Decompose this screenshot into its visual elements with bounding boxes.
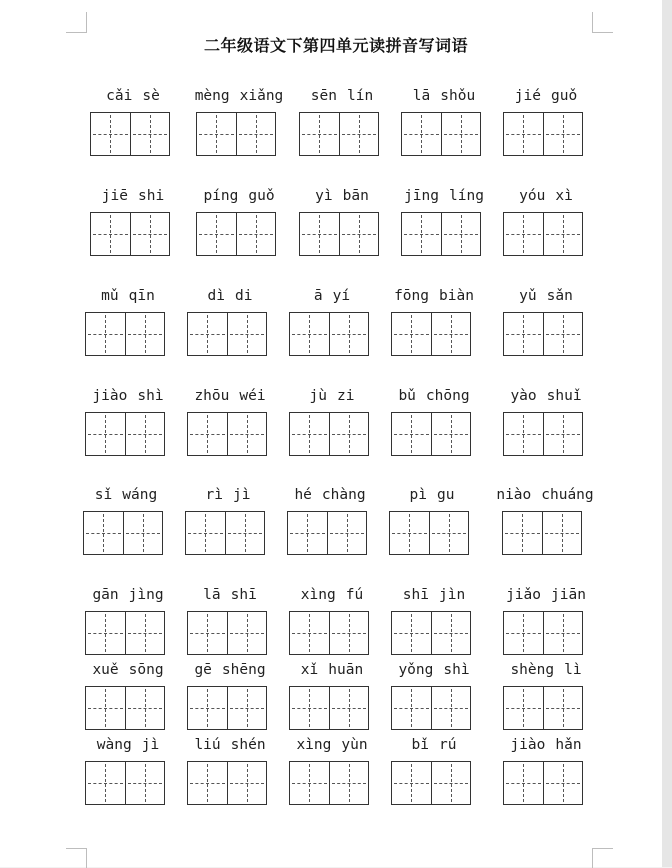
pinyin-syllable: yào <box>510 388 537 404</box>
word-item <box>391 585 477 665</box>
pinyin-syllable: xìng <box>296 737 332 753</box>
word-item <box>503 286 589 366</box>
tian-zi-ge-cell[interactable] <box>290 612 329 654</box>
writing-grid[interactable] <box>187 611 267 655</box>
tian-zi-ge-cell[interactable] <box>227 413 267 455</box>
pinyin-label <box>293 186 391 206</box>
pinyin-syllable: chuáng <box>541 487 594 503</box>
word-item <box>496 485 594 565</box>
pinyin-label <box>84 186 182 206</box>
pinyin-syllable: rú <box>439 737 457 753</box>
word-item <box>289 386 375 466</box>
tian-zi-ge-cell[interactable] <box>86 762 125 804</box>
tian-zi-ge-cell[interactable] <box>130 113 170 155</box>
pinyin-syllable: bān <box>342 188 369 204</box>
word-item <box>83 485 169 565</box>
tian-zi-ge-cell[interactable] <box>431 313 471 355</box>
tian-zi-ge-cell[interactable] <box>125 612 165 654</box>
pinyin-syllable: cǎi <box>106 88 133 104</box>
pinyin-label <box>283 286 381 306</box>
pinyin-syllable: bǔ <box>398 388 416 404</box>
pinyin-label <box>79 585 177 605</box>
pinyin-syllable: shuǐ <box>546 388 582 404</box>
writing-grid[interactable] <box>85 611 165 655</box>
writing-grid[interactable] <box>85 412 165 456</box>
writing-grid[interactable] <box>503 112 583 156</box>
word-item <box>503 735 589 815</box>
word-item <box>503 660 589 740</box>
word-item <box>187 386 273 466</box>
tian-zi-ge-cell[interactable] <box>431 687 471 729</box>
pinyin-syllable: zi <box>337 388 355 404</box>
pinyin-syllable: chōng <box>425 388 470 404</box>
tian-zi-ge-cell[interactable] <box>392 413 431 455</box>
word-item <box>299 186 385 266</box>
pinyin-syllable: guǒ <box>551 88 578 104</box>
pinyin-syllable: wàng <box>96 737 132 753</box>
tian-zi-ge-cell[interactable] <box>188 313 227 355</box>
tian-zi-ge-cell[interactable] <box>186 512 225 554</box>
exercise-row <box>0 386 672 466</box>
pinyin-syllable: hé <box>294 487 312 503</box>
pinyin-syllable: jì <box>233 487 251 503</box>
pinyin-label <box>283 735 381 755</box>
tian-zi-ge-cell[interactable] <box>504 313 543 355</box>
pinyin-syllable: mèng <box>194 88 230 104</box>
writing-grid[interactable] <box>503 686 583 730</box>
pinyin-label <box>181 660 279 680</box>
tian-zi-ge-cell[interactable] <box>290 762 329 804</box>
pinyin-syllable: líng <box>449 188 484 204</box>
exercise-row <box>0 735 672 815</box>
pinyin-syllable: yǔ <box>519 288 537 304</box>
word-item <box>389 485 475 565</box>
tian-zi-ge-cell[interactable] <box>130 213 170 255</box>
pinyin-syllable: shǒu <box>440 88 476 104</box>
pinyin-syllable: huān <box>328 662 364 678</box>
tian-zi-ge-cell[interactable] <box>402 113 441 155</box>
writing-grid[interactable] <box>289 686 369 730</box>
pinyin-syllable: rì <box>205 487 223 503</box>
pinyin-syllable: yóu <box>519 188 546 204</box>
pinyin-syllable: xì <box>555 188 573 204</box>
tian-zi-ge-cell[interactable] <box>339 213 379 255</box>
pinyin-label <box>385 286 483 306</box>
word-item <box>185 485 271 565</box>
tian-zi-ge-cell[interactable] <box>188 612 227 654</box>
pinyin-label <box>395 186 493 206</box>
pinyin-syllable: bǐ <box>411 737 429 753</box>
writing-grid[interactable] <box>90 212 170 256</box>
tian-zi-ge-cell[interactable] <box>290 313 329 355</box>
tian-zi-ge-cell[interactable] <box>543 313 583 355</box>
pinyin-syllable: chàng <box>321 487 366 503</box>
pinyin-syllable: ā <box>313 288 323 304</box>
pinyin-label <box>181 386 279 406</box>
pinyin-syllable: jì <box>141 737 160 753</box>
writing-grid[interactable] <box>185 511 265 555</box>
crop-mark-bottom-left <box>66 848 87 868</box>
pinyin-label <box>497 286 595 306</box>
writing-grid[interactable] <box>503 212 583 256</box>
pinyin-syllable: shi <box>138 188 165 204</box>
pinyin-syllable: xiǎng <box>239 88 284 104</box>
pinyin-label <box>181 735 279 755</box>
word-item <box>90 186 176 266</box>
tian-zi-ge-cell[interactable] <box>543 762 583 804</box>
tian-zi-ge-cell[interactable] <box>290 687 329 729</box>
pinyin-syllable: jiào <box>510 737 546 753</box>
writing-grid[interactable] <box>503 412 583 456</box>
pinyin-label <box>79 286 177 306</box>
pinyin-syllable: mǔ <box>101 288 119 304</box>
exercise-row <box>0 485 672 565</box>
pinyin-syllable: niào <box>496 487 532 503</box>
word-item <box>196 186 282 266</box>
tian-zi-ge-cell[interactable] <box>125 413 165 455</box>
exercise-row <box>0 186 672 266</box>
pinyin-label <box>79 735 177 755</box>
tian-zi-ge-cell[interactable] <box>329 413 369 455</box>
tian-zi-ge-cell[interactable] <box>543 413 583 455</box>
pinyin-syllable: guǒ <box>248 188 275 204</box>
pinyin-label <box>497 86 595 106</box>
pinyin-label <box>496 485 594 505</box>
word-item <box>401 86 487 166</box>
writing-grid[interactable] <box>502 511 582 555</box>
writing-grid[interactable] <box>187 761 267 805</box>
pinyin-syllable: liú <box>194 737 221 753</box>
tian-zi-ge-cell[interactable] <box>339 113 379 155</box>
pinyin-label <box>190 86 288 106</box>
tian-zi-ge-cell[interactable] <box>86 687 125 729</box>
writing-grid[interactable] <box>299 112 379 156</box>
pinyin-syllable: pì <box>409 487 427 503</box>
writing-grid[interactable] <box>391 761 471 805</box>
writing-grid[interactable] <box>90 112 170 156</box>
pinyin-syllable: jiē <box>101 188 128 204</box>
word-item <box>85 735 171 815</box>
exercise-row <box>0 86 672 166</box>
pinyin-syllable: yí <box>332 288 351 304</box>
tian-zi-ge-cell[interactable] <box>91 213 130 255</box>
pinyin-label <box>293 86 391 106</box>
tian-zi-ge-cell[interactable] <box>504 687 543 729</box>
pinyin-syllable: gān <box>92 587 119 603</box>
word-item <box>503 585 589 665</box>
tian-zi-ge-cell[interactable] <box>543 612 583 654</box>
writing-grid[interactable] <box>287 511 367 555</box>
tian-zi-ge-cell[interactable] <box>86 612 125 654</box>
tian-zi-ge-cell[interactable] <box>504 762 543 804</box>
pinyin-syllable: hǎn <box>555 737 582 753</box>
pinyin-syllable: dì <box>207 288 225 304</box>
pinyin-syllable: fú <box>345 587 364 603</box>
tian-zi-ge-cell[interactable] <box>188 413 227 455</box>
exercise-row <box>0 660 672 740</box>
pinyin-syllable: shēng <box>221 662 266 678</box>
tian-zi-ge-cell[interactable] <box>300 113 339 155</box>
word-item <box>287 485 373 565</box>
pinyin-syllable: jié <box>514 88 541 104</box>
word-item <box>187 660 273 740</box>
pinyin-syllable: lín <box>347 88 374 104</box>
pinyin-label <box>385 660 483 680</box>
tian-zi-ge-cell[interactable] <box>504 113 543 155</box>
pinyin-label <box>497 585 595 605</box>
pinyin-syllable: gu <box>437 487 455 503</box>
writing-grid[interactable] <box>289 761 369 805</box>
tian-zi-ge-cell[interactable] <box>300 213 339 255</box>
crop-mark-bottom-right <box>592 848 613 868</box>
pinyin-syllable: píng <box>203 188 239 204</box>
pinyin-syllable: wéi <box>239 388 266 404</box>
writing-grid[interactable] <box>389 511 469 555</box>
word-item <box>187 286 273 366</box>
pinyin-syllable: shì <box>443 662 470 678</box>
pinyin-label <box>497 386 595 406</box>
pinyin-syllable: sè <box>142 88 160 104</box>
pinyin-label <box>497 660 595 680</box>
tian-zi-ge-cell[interactable] <box>392 687 431 729</box>
window-edge <box>662 0 672 867</box>
pinyin-syllable: jiào <box>92 388 128 404</box>
writing-grid[interactable] <box>391 611 471 655</box>
pinyin-label <box>383 485 481 505</box>
pinyin-label <box>181 286 279 306</box>
writing-grid[interactable] <box>289 312 369 356</box>
tian-zi-ge-cell[interactable] <box>188 687 227 729</box>
writing-grid[interactable] <box>503 611 583 655</box>
pinyin-syllable: shén <box>230 737 266 753</box>
writing-grid[interactable] <box>187 412 267 456</box>
pinyin-syllable: jiǎo <box>506 587 541 603</box>
tian-zi-ge-cell[interactable] <box>236 113 276 155</box>
worksheet-title: 二年级语文下第四单元读拼音写词语 <box>203 36 468 55</box>
word-item <box>391 735 477 815</box>
tian-zi-ge-cell[interactable] <box>329 313 369 355</box>
pinyin-label <box>281 485 379 505</box>
pinyin-syllable: di <box>235 288 253 304</box>
tian-zi-ge-cell[interactable] <box>86 413 125 455</box>
pinyin-syllable: biàn <box>439 288 474 304</box>
word-item <box>503 386 589 466</box>
pinyin-syllable: lì <box>564 662 582 678</box>
pinyin-syllable: gē <box>194 662 212 678</box>
tian-zi-ge-cell[interactable] <box>86 313 125 355</box>
word-item <box>187 735 273 815</box>
tian-zi-ge-cell[interactable] <box>197 113 236 155</box>
word-item <box>85 286 171 366</box>
tian-zi-ge-cell[interactable] <box>431 413 471 455</box>
pinyin-syllable: yì <box>315 188 333 204</box>
tian-zi-ge-cell[interactable] <box>390 512 429 554</box>
pinyin-syllable: jiān <box>551 587 586 603</box>
pinyin-syllable: xǐ <box>300 662 319 678</box>
tian-zi-ge-cell[interactable] <box>123 512 163 554</box>
tian-zi-ge-cell[interactable] <box>227 612 267 654</box>
tian-zi-ge-cell[interactable] <box>288 512 327 554</box>
pinyin-label <box>385 386 483 406</box>
pinyin-syllable: sōng <box>128 662 164 678</box>
tian-zi-ge-cell[interactable] <box>543 213 583 255</box>
tian-zi-ge-cell[interactable] <box>227 313 267 355</box>
writing-grid[interactable] <box>299 212 379 256</box>
tian-zi-ge-cell[interactable] <box>392 313 431 355</box>
pinyin-label <box>283 660 381 680</box>
pinyin-syllable: lā <box>412 88 431 104</box>
writing-grid[interactable] <box>187 312 267 356</box>
word-item <box>85 386 171 466</box>
pinyin-syllable: xìng <box>300 587 336 603</box>
tian-zi-ge-cell[interactable] <box>392 612 431 654</box>
exercise-row <box>0 585 672 665</box>
word-item <box>187 585 273 665</box>
tian-zi-ge-cell[interactable] <box>188 762 227 804</box>
word-item <box>85 585 171 665</box>
word-item <box>90 86 176 166</box>
tian-zi-ge-cell[interactable] <box>543 687 583 729</box>
tian-zi-ge-cell[interactable] <box>125 687 165 729</box>
writing-grid[interactable] <box>503 312 583 356</box>
pinyin-syllable: fōng <box>394 288 429 304</box>
writing-grid[interactable] <box>196 212 276 256</box>
word-item <box>503 86 589 166</box>
pinyin-syllable: zhōu <box>194 388 230 404</box>
tian-zi-ge-cell[interactable] <box>504 213 543 255</box>
pinyin-syllable: xuě <box>92 662 119 678</box>
pinyin-syllable: lā <box>203 587 221 603</box>
writing-grid[interactable] <box>85 686 165 730</box>
pinyin-label <box>77 485 175 505</box>
pinyin-label <box>283 585 381 605</box>
crop-mark-top-right <box>592 12 613 33</box>
writing-grid[interactable] <box>83 511 163 555</box>
word-item <box>289 660 375 740</box>
pinyin-syllable: sēn <box>310 88 337 104</box>
tian-zi-ge-cell[interactable] <box>329 687 369 729</box>
tian-zi-ge-cell[interactable] <box>327 512 367 554</box>
pinyin-label <box>84 86 182 106</box>
tian-zi-ge-cell[interactable] <box>236 213 276 255</box>
writing-grid[interactable] <box>196 112 276 156</box>
writing-grid[interactable] <box>289 611 369 655</box>
writing-grid[interactable] <box>401 212 481 256</box>
tian-zi-ge-cell[interactable] <box>125 313 165 355</box>
writing-grid[interactable] <box>85 761 165 805</box>
writing-grid[interactable] <box>401 112 481 156</box>
pinyin-syllable: jīng <box>404 188 439 204</box>
pinyin-label <box>497 186 595 206</box>
tian-zi-ge-cell[interactable] <box>197 213 236 255</box>
tian-zi-ge-cell[interactable] <box>329 612 369 654</box>
pinyin-label <box>79 386 177 406</box>
tian-zi-ge-cell[interactable] <box>125 762 165 804</box>
pinyin-syllable: qīn <box>128 288 155 304</box>
tian-zi-ge-cell[interactable] <box>441 213 481 255</box>
tian-zi-ge-cell[interactable] <box>290 413 329 455</box>
pinyin-label <box>385 585 483 605</box>
pinyin-label <box>79 660 177 680</box>
tian-zi-ge-cell[interactable] <box>91 113 130 155</box>
pinyin-syllable: shì <box>137 388 164 404</box>
tian-zi-ge-cell[interactable] <box>431 762 471 804</box>
exercise-row <box>0 286 672 366</box>
tian-zi-ge-cell[interactable] <box>441 113 481 155</box>
tian-zi-ge-cell[interactable] <box>402 213 441 255</box>
writing-grid[interactable] <box>391 686 471 730</box>
tian-zi-ge-cell[interactable] <box>504 612 543 654</box>
writing-grid[interactable] <box>85 312 165 356</box>
pinyin-syllable: shèng <box>510 662 555 678</box>
pinyin-label <box>179 485 277 505</box>
pinyin-label <box>385 735 483 755</box>
pinyin-label <box>190 186 288 206</box>
pinyin-syllable: jìn <box>439 587 466 603</box>
pinyin-syllable: wáng <box>122 487 158 503</box>
pinyin-label <box>497 735 595 755</box>
tian-zi-ge-cell[interactable] <box>431 612 471 654</box>
writing-grid[interactable] <box>289 412 369 456</box>
pinyin-syllable: shī <box>230 587 257 603</box>
pinyin-label <box>395 86 493 106</box>
word-item <box>391 660 477 740</box>
tian-zi-ge-cell[interactable] <box>225 512 265 554</box>
tian-zi-ge-cell[interactable] <box>392 762 431 804</box>
tian-zi-ge-cell[interactable] <box>227 762 267 804</box>
word-item <box>85 660 171 740</box>
tian-zi-ge-cell[interactable] <box>429 512 469 554</box>
pinyin-syllable: yùn <box>341 737 368 753</box>
pinyin-label <box>283 386 381 406</box>
tian-zi-ge-cell[interactable] <box>227 687 267 729</box>
writing-grid[interactable] <box>187 686 267 730</box>
word-item <box>391 286 477 366</box>
tian-zi-ge-cell[interactable] <box>543 113 583 155</box>
word-item <box>299 86 385 166</box>
word-item <box>196 86 282 166</box>
pinyin-syllable: sǐ <box>94 487 113 503</box>
tian-zi-ge-cell[interactable] <box>84 512 123 554</box>
pinyin-syllable: shī <box>402 587 429 603</box>
crop-mark-top-left <box>66 12 87 33</box>
pinyin-syllable: jù <box>309 388 327 404</box>
word-item <box>401 186 487 266</box>
tian-zi-ge-cell[interactable] <box>504 413 543 455</box>
pinyin-label <box>181 585 279 605</box>
writing-grid[interactable] <box>391 412 471 456</box>
writing-grid[interactable] <box>503 761 583 805</box>
word-item <box>289 735 375 815</box>
pinyin-syllable: jìng <box>128 587 164 603</box>
tian-zi-ge-cell[interactable] <box>542 512 582 554</box>
word-item <box>289 585 375 665</box>
word-item <box>503 186 589 266</box>
writing-grid[interactable] <box>391 312 471 356</box>
tian-zi-ge-cell[interactable] <box>503 512 542 554</box>
word-item <box>289 286 375 366</box>
pinyin-syllable: sǎn <box>546 288 573 304</box>
tian-zi-ge-cell[interactable] <box>329 762 369 804</box>
word-item <box>391 386 477 466</box>
pinyin-syllable: yǒng <box>398 662 434 678</box>
